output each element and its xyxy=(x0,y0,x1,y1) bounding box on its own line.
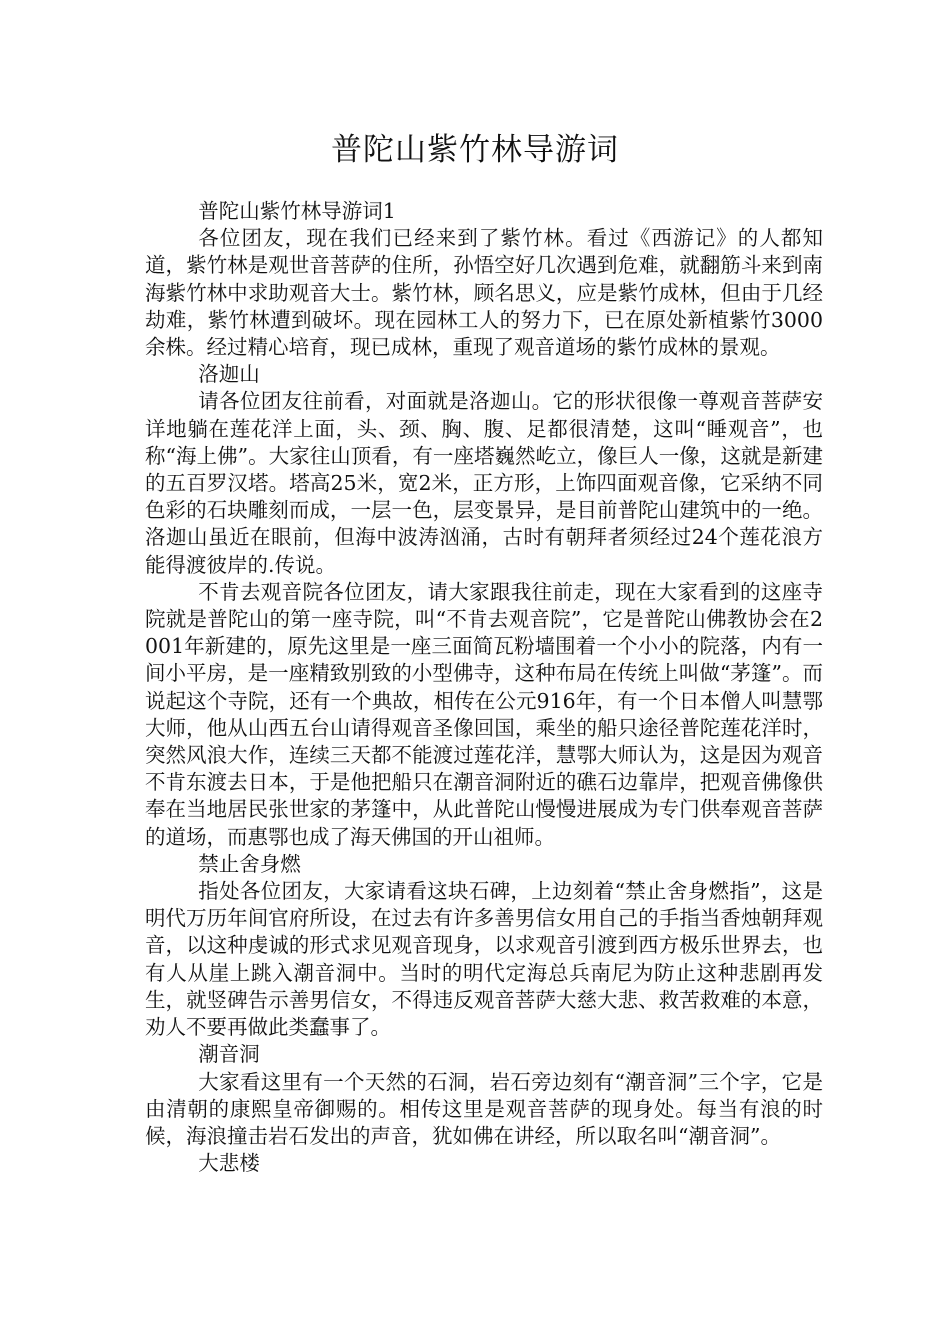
section-heading: 潮音洞 xyxy=(198,1042,260,1067)
body-paragraph: 各位团友，现在我们已经来到了紫竹林。看过《西游记》的人都知道，紫竹林是观世音菩萨的住所，孙悟空好几次遇到危难，就翻筋斗来到南海紫竹林中求助观音大士。紫竹林，顾名思义，应是紫竹成林，但由于几经劫难，紫竹林遭到破坏。现在园林工人的努力下，已在原处新植紫竹3000余株。经过精心培育，现已成林，重现了观音道场的紫竹成林的景观。 xyxy=(145,226,823,360)
document-body xyxy=(145,198,823,1177)
document-title: 普陀山紫竹林导游词 xyxy=(331,132,619,168)
section-heading: 普陀山紫竹林导游词1 xyxy=(198,199,396,223)
section-heading: 大悲楼 xyxy=(198,1151,260,1176)
body-paragraph: 请各位团友往前看，对面就是洛迦山。它的形状很像一尊观音菩萨安详地躺在莲花洋上面，头、颈、胸、腹、足都很清楚，这叫“睡观音”，也称“海上佛”。大家往山顶看，有一座塔巍然屹立，像巨人一像，这就是新建的五百罗汉塔。塔高25米，宽2米，正方形，上饰四面观音像，它采纳不同色彩的石块雕刻而成，一层一色，层变景异，是目前普陀山建筑中的一绝。洛迦山虽近在眼前，但海中波涛汹涌，古时有朝拜者须经过24个莲花浪方能得渡彼岸的.传说。 xyxy=(145,389,823,577)
body-paragraph: 大家看这里有一个天然的石洞，岩石旁边刻有“潮音洞”三个字，它是由清朝的康熙皇帝御赐的。相传这里是观音菩萨的现身处。每当有浪的时候，海浪撞击岩石发出的声音，犹如佛在讲经，所以取名叫“潮音洞”。 xyxy=(145,1069,823,1148)
section-heading: 禁止舍身燃 xyxy=(198,851,301,876)
body-paragraph: 指处各位团友，大家请看这块石碑，上边刻着“禁止舍身燃指”，这是明代万历年间官府所设，在过去有许多善男信女用自己的手指当香烛朝拜观音，以这种虔诚的形式求见观音现身，以求观音引渡到西方极乐世界去，也有人从崖上跳入潮音洞中。当时的明代定海总兵南尼为防止这种悲剧再发生，就竖碑告示善男信女，不得违反观音菩萨大慈大悲、救苦救难的本意，劝人不要再做此类蠢事了。 xyxy=(145,879,823,1040)
section-heading: 洛迦山 xyxy=(198,362,260,387)
body-paragraph: 不肯去观音院各位团友，请大家跟我往前走，现在大家看到的这座寺院就是普陀山的第一座寺院，叫“不肯去观音院”，它是普陀山佛教协会在2001年新建的，原先这里是一座三面简瓦粉墙围着一个小小的院落，内有一间小平房，是一座精致别致的小型佛寺，这种布局在传统上叫做“茅篷”。而说起这个寺院，还有一个典故，相传在公元916年，有一个日本僧人叫慧鄂大师，他从山西五台山请得观音圣像回国，乘坐的船只途径普陀莲花洋时，突然风浪大作，连续三天都不能渡过莲花洋，慧鄂大师认为，这是因为观音不肯东渡去日本，于是他把船只在潮音洞附近的礁石边靠岸，把观音佛像供奉在当地居民张世家的茅篷中，从此普陀山慢慢进展成为专门供奉观音菩萨的道场，而惠鄂也成了海天佛国的开山祖师。 xyxy=(145,579,823,849)
